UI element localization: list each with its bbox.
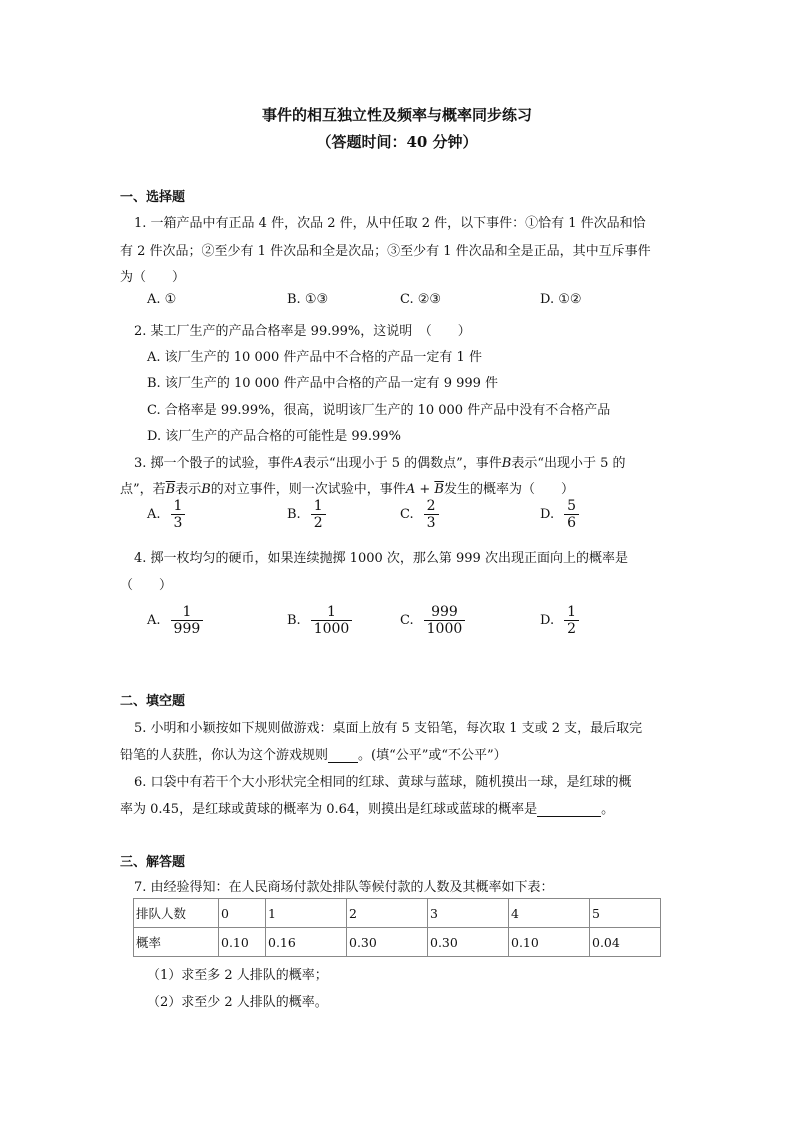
section-heading-solve: 三、解答题 [120, 855, 186, 870]
q2-option-a: A. 该厂生产的 10 000 件产品中不合格的产品一定有 1 件 [147, 350, 482, 365]
section-heading-choice: 一、选择题 [120, 190, 186, 205]
q1-stem-line1: 1. 一箱产品中有正品 4 件，次品 2 件，从中任取 2 件，以下事件：①恰有 1 件次品和恰 [134, 216, 646, 231]
q5-stem-line1: 5. 小明和小颖按如下规则做游戏：桌面上放有 5 支铅笔，每次取 1 支或 2 支，最后取完 [134, 721, 643, 736]
q7-sub1: （1）求至多 2 人排队的概率； [147, 968, 328, 983]
q3-stem-line1: 3. 掷一个骰子的试验，事件A表示“出现小于 5 的偶数点”，事件B表示“出现小于 5 的 [134, 456, 626, 471]
table-cell: 4 [509, 899, 590, 928]
b-bar-symbol: $\overline{B}$ [165, 482, 176, 497]
table-cell: 0.04 [590, 928, 661, 957]
q1-option-c: C. ②③ [400, 292, 442, 307]
q2-stem: 2. 某工厂生产的产品合格率是 99.99%，这说明 （ ） [134, 324, 471, 339]
q5-stem-line2: 铅笔的人获胜，你认为这个游戏规则 。(填“公平”或“不公平”） [120, 748, 507, 763]
table-cell: 0.30 [428, 928, 509, 957]
q7-sub2: （2）求至少 2 人排队的概率。 [147, 995, 328, 1010]
table-cell: 概率 [134, 928, 219, 957]
table-cell: 0.16 [266, 928, 347, 957]
q7-stem: 7. 由经验得知：在人民商场付款处排队等候付款的人数及其概率如下表： [134, 880, 554, 895]
page-title: 事件的相互独立性及频率与概率同步练习 [261, 106, 532, 124]
table-row [134, 928, 661, 957]
q2-option-d: D. 该厂生产的产品合格的可能性是 99.99% [147, 429, 401, 444]
q1-option-a: A. ① [147, 292, 177, 307]
q6-stem-line1: 6. 口袋中有若干个大小形状完全相同的红球、黄球与蓝球，随机摸出一球，是红球的概 [134, 775, 632, 790]
q3-option-c: C. $\frac{2}{3}$ [400, 498, 439, 531]
table-cell: 排队人数 [134, 899, 219, 928]
q6-answer-blank[interactable] [537, 816, 601, 817]
table-row [134, 899, 661, 928]
q1-option-d: D. ①② [540, 292, 582, 307]
q4-option-c: C. $\frac{999}{1000}$ [400, 604, 465, 637]
q3-stem-line2: 点”，若$\overline{B}$表示B的对立事件，则一次试验中，事件$A + \overline{B}$发生的概率为（ ） [120, 482, 574, 497]
q4-option-b: B. $\frac{1}{1000}$ [287, 604, 352, 637]
q1-stem-line2: 有 2 件次品；②至少有 1 件次品和全是次品；③至少有 1 件次品和全是正品，其中互斥事件 [120, 244, 651, 259]
q1-option-b: B. ①③ [287, 292, 329, 307]
table-cell: 5 [590, 899, 661, 928]
q1-stem-line3: 为（ ） [120, 270, 186, 285]
table-cell: 0.10 [509, 928, 590, 957]
table-cell: 3 [428, 899, 509, 928]
q3-option-a: A. $\frac{1}{3}$ [147, 498, 185, 531]
table-cell: 0.30 [347, 928, 428, 957]
q2-option-c: C. 合格率是 99.99%，很高，说明该厂生产的 10 000 件产品中没有不合格产品 [147, 403, 611, 418]
q4-stem-line1: 4. 掷一枚均匀的硬币，如果连续抛掷 1000 次，那么第 999 次出现正面向上的概率是 [134, 551, 628, 566]
table-cell: 1 [266, 899, 347, 928]
q4-stem-line2: （ ） [120, 578, 173, 593]
q4-option-a: A. $\frac{1}{999}$ [147, 604, 203, 637]
table-cell: 0.10 [219, 928, 266, 957]
table-cell: 2 [347, 899, 428, 928]
q3-option-b: B. $\frac{1}{2}$ [287, 498, 326, 531]
q4-option-d: D. $\frac{1}{2}$ [540, 604, 579, 637]
section-heading-fill: 二、填空题 [120, 694, 186, 709]
q5-answer-blank[interactable] [328, 762, 358, 763]
q2-option-b: B. 该厂生产的 10 000 件产品中合格的产品一定有 9 999 件 [147, 376, 499, 391]
queue-probability-table [133, 898, 661, 957]
table-cell: 0 [219, 899, 266, 928]
q6-stem-line2: 率为 0.45，是红球或黄球的概率为 0.64，则摸出是红球或蓝球的概率是 。 [120, 802, 615, 817]
page-subtitle: （答题时间：40 分钟） [316, 133, 478, 151]
q3-option-d: D. $\frac{5}{6}$ [540, 498, 579, 531]
